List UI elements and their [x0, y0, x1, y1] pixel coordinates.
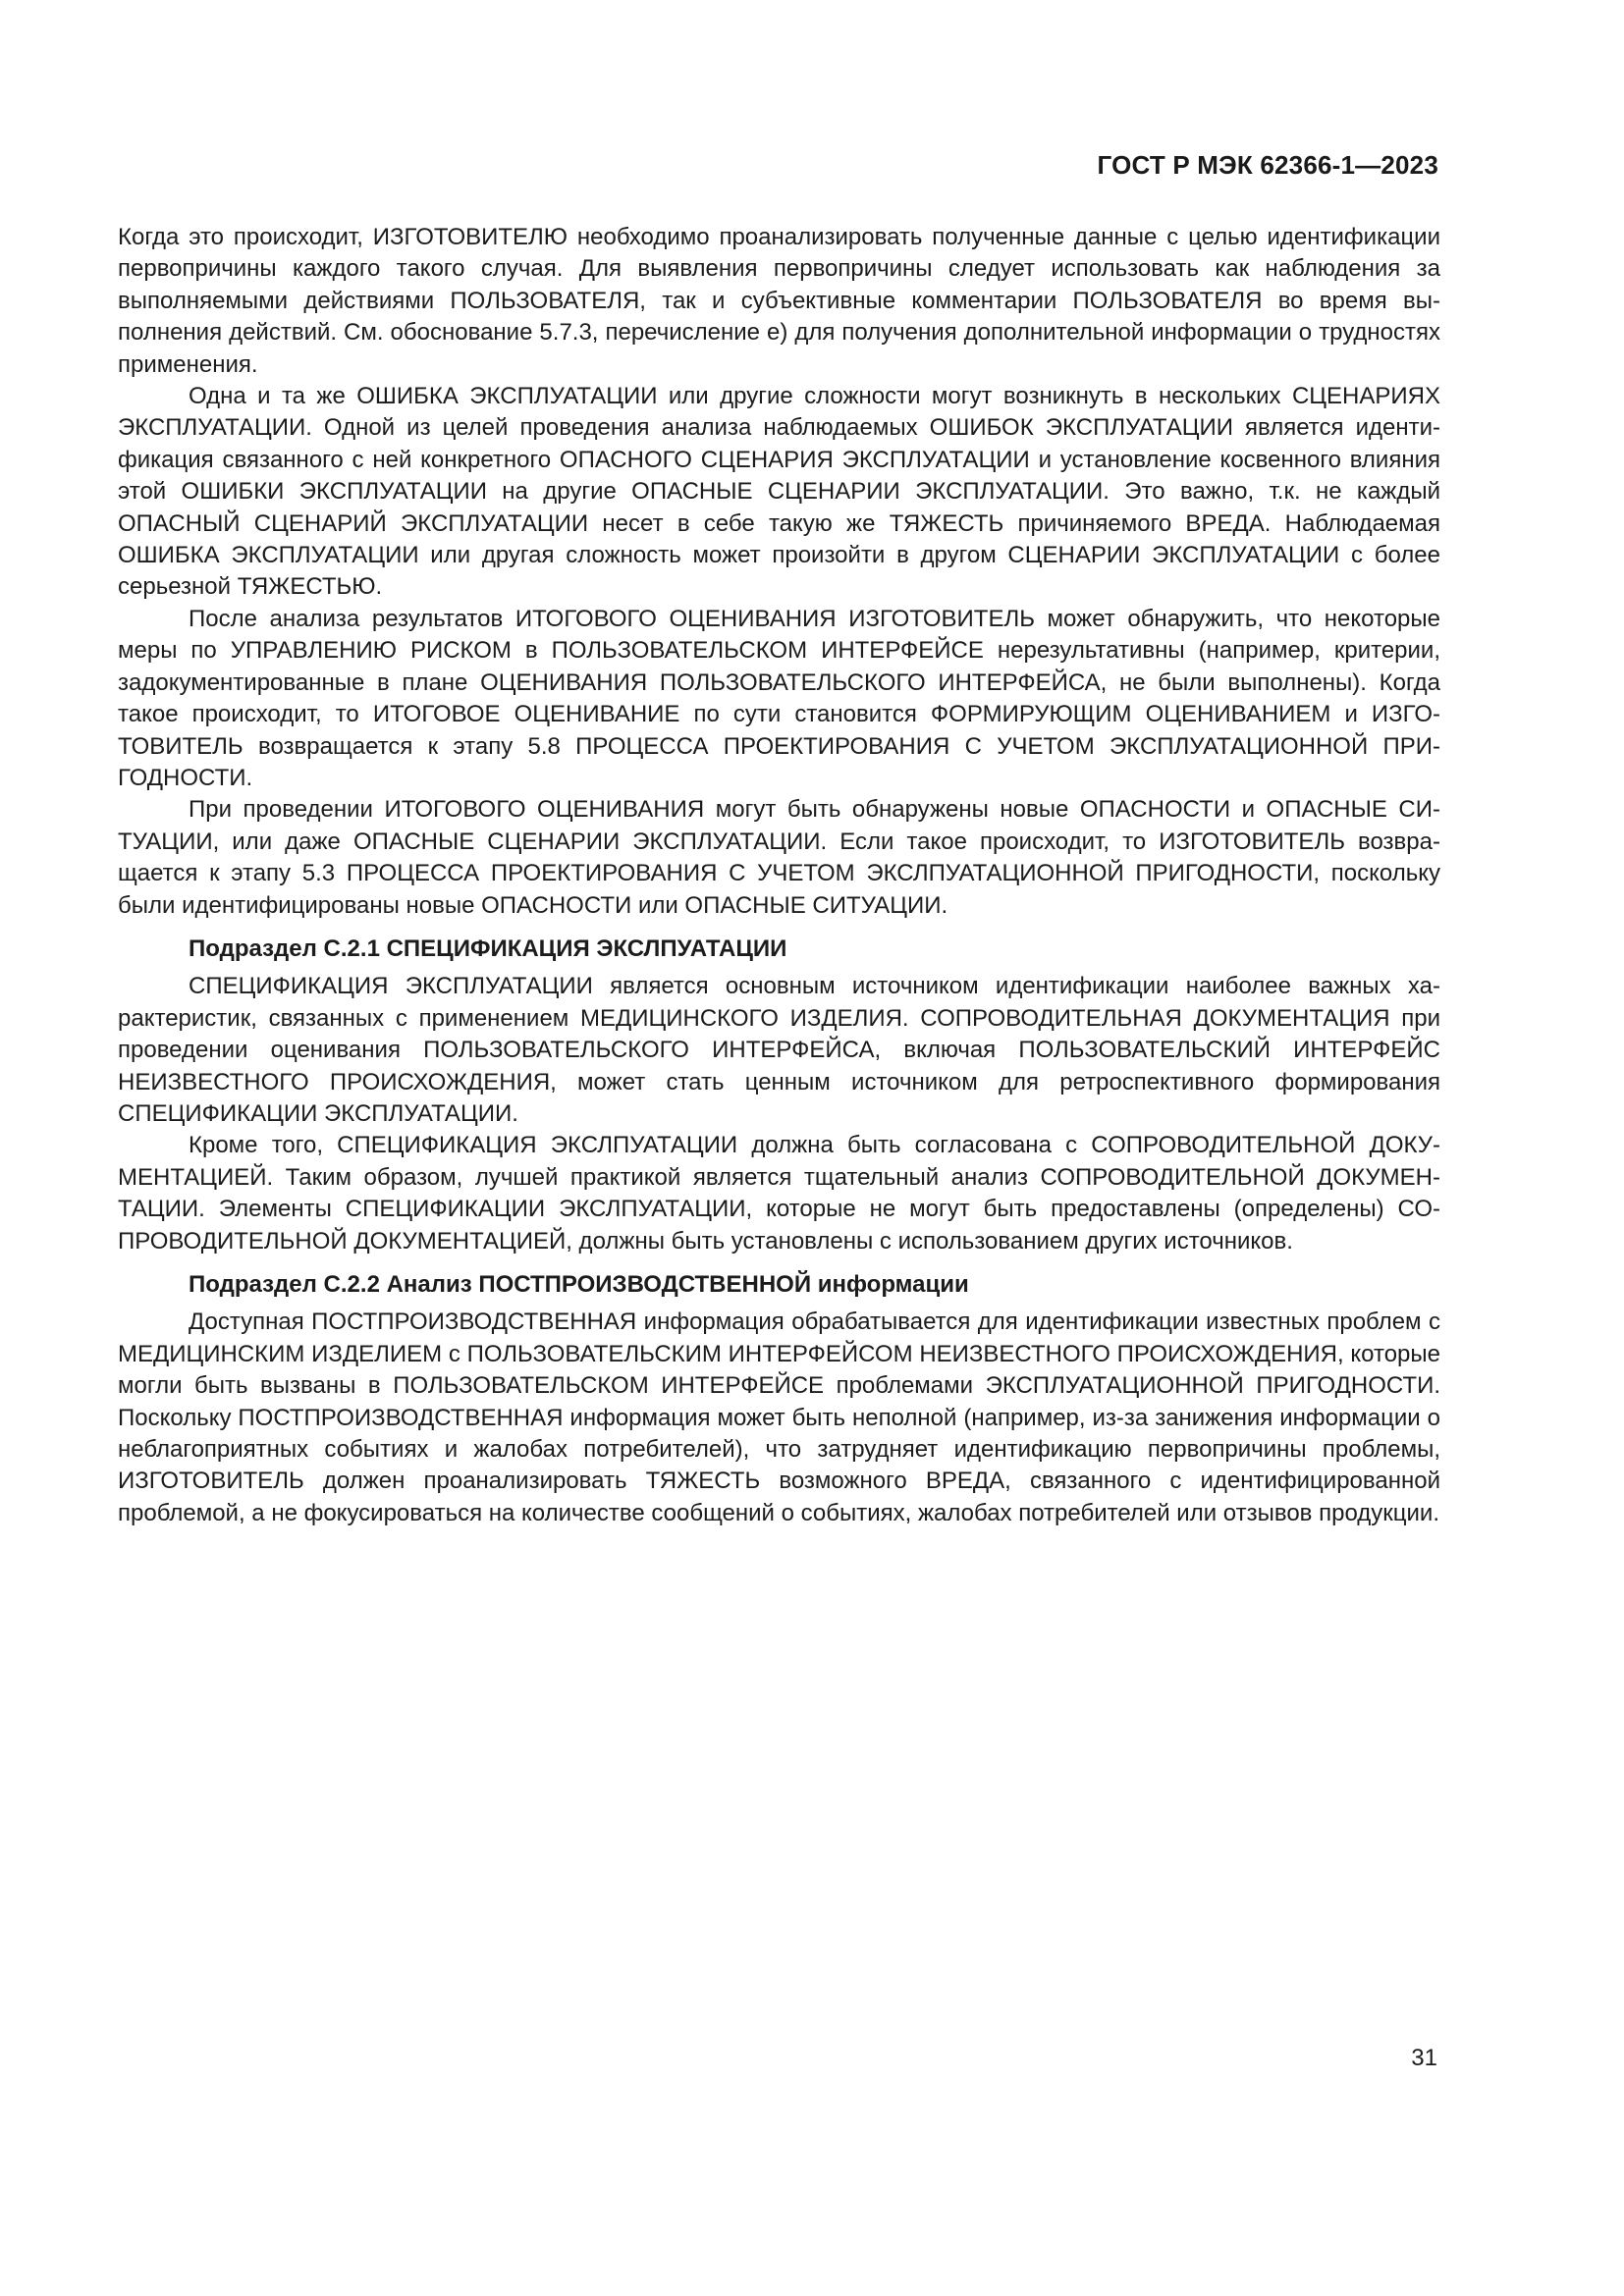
section-heading-c21: Подраздел С.2.1 СПЕЦИФИКАЦИЯ ЭКСЛПУАТАЦИИ [189, 934, 787, 962]
paragraph-4: При проведении ИТОГОВОГО ОЦЕНИВАНИЯ могут быть обнаружены новые ОПАСНОСТИ и ОПАСНЫЕ СИТУАЦИИ, или даже ОПАСНЫЕ СЦЕНАРИИ ЭКСПЛУАТАЦИИ. Если такое происходит, то ИЗГОТОВИТЕЛЬ возвращается к этапу 5.3 ПРОЦЕССА ПРОЕКТИРОВАНИЯ С УЧЕТОМ ЭКСЛПУАТАЦИОННОЙ ПРИГОДНОСТИ, поскольку были идентифицированы новые ОПАСНОСТИ или ОПАСНЫЕ СИТУАЦИИ. [118, 796, 1440, 919]
paragraph-3: После анализа результатов ИТОГОВОГО ОЦЕНИВАНИЯ ИЗГОТОВИТЕЛЬ может обнаружить, что некоторые меры по УПРАВЛЕНИЮ РИСКОМ в ПОЛЬЗОВАТЕЛЬСКОМ ИНТЕРФЕЙСЕ нерезультативны (например, критерии, задокументированные в плане ОЦЕНИВАНИЯ ПОЛЬЗОВАТЕЛЬСКОГО ИНТЕРФЕЙСА, не были выполнены). Когда такое происходит, то ИТОГОВОЕ ОЦЕНИВАНИЕ по сути становится ФОРМИРУЮЩИМ ОЦЕНИВАНИЕМ и ИЗГОТОВИТЕЛЬ возвращается к этапу 5.8 ПРОЦЕССА ПРОЕКТИРОВАНИЯ С УЧЕТОМ ЭКСПЛУАТАЦИОННОЙ ПРИГОДНОСТИ. [118, 605, 1440, 791]
paragraph-6: Кроме того, СПЕЦИФИКАЦИЯ ЭКСЛПУАТАЦИИ должна быть согласована с СОПРОВОДИТЕЛЬНОЙ ДОКУМЕНТАЦИЕЙ. Таким образом, лучшей практикой является тщательный анализ СОПРОВОДИТЕЛЬНОЙ ДОКУМЕНТАЦИИ. Элементы СПЕЦИФИКАЦИИ ЭКСЛПУАТАЦИИ, которые не могут быть предоставлены (определены) СОПРОВОДИТЕЛЬНОЙ ДОКУМЕНТАЦИЕЙ, должны быть установлены с использованием других источников. [118, 1132, 1440, 1255]
paragraph-1: Когда это происходит, ИЗГОТОВИТЕЛЮ необходимо проанализировать полученные данные с целью идентификации первопричины каждого такого случая. Для выявления первопричины следует использовать как наблюдения за выполняемыми действиями ПОЛЬЗОВАТЕЛЯ, так и субъективные комментарии ПОЛЬЗОВАТЕЛЯ во время выполнения действий. См. обоснование 5.7.3, перечисление е) для получения дополнительной информации о трудностях применения. [118, 224, 1440, 378]
paragraph-2: Одна и та же ОШИБКА ЭКСПЛУАТАЦИИ или другие сложности могут возникнуть в нескольких СЦЕНАРИЯХ ЭКСПЛУАТАЦИИ. Одной из целей проведения анализа наблюдаемых ОШИБОК ЭКСПЛУАТАЦИИ является идентификация связанного с ней конкретного ОПАСНОГО СЦЕНАРИЯ ЭКСПЛУАТАЦИИ и установление косвенного влияния этой ОШИБКИ ЭКСПЛУАТАЦИИ на другие ОПАСНЫЕ СЦЕНАРИИ ЭКСПЛУАТАЦИИ. Это важно, т.к. не каждый ОПАСНЫЙ СЦЕНАРИЙ ЭКСПЛУАТАЦИИ несет в себе такую же ТЯЖЕСТЬ причиняемого ВРЕДА. Наблюдаемая ОШИБКА ЭКСПЛУАТАЦИИ или другая сложность может произойти в другом СЦЕНАРИИ ЭКСПЛУАТАЦИИ с более серьезной ТЯЖЕСТЬЮ. [118, 383, 1440, 601]
section-heading-c22: Подраздел С.2.2 Анализ ПОСТПРОИЗВОДСТВЕННОЙ информации [189, 1271, 969, 1298]
paragraph-5: СПЕЦИФИКАЦИЯ ЭКСПЛУАТАЦИИ является основным источником идентификации наиболее важных характеристик, связанных с применением МЕДИЦИНСКОГО ИЗДЕЛИЯ. СОПРОВОДИТЕЛЬНАЯ ДОКУМЕНТАЦИЯ при проведении оценивания ПОЛЬЗОВАТЕЛЬСКОГО ИНТЕРФЕЙСА, включая ПОЛЬЗОВАТЕЛЬСКИЙ ИНТЕРФЕЙС НЕИЗВЕСТНОГО ПРОИСХОЖДЕНИЯ, может стать ценным источником для ретроспективного формирования СПЕЦИФИКАЦИИ ЭКСПЛУАТАЦИИ. [118, 973, 1440, 1127]
standard-header: ГОСТ Р МЭК 62366-1—2023 [1097, 150, 1438, 180]
paragraph-7: Доступная ПОСТПРОИЗВОДСТВЕННАЯ информация обрабатывается для идентификации известных проблем с МЕДИЦИНСКИМ ИЗДЕЛИЕМ с ПОЛЬЗОВАТЕЛЬСКИМ ИНТЕРФЕЙСОМ НЕИЗВЕСТНОГО ПРОИСХОЖДЕНИЯ, которые могли быть вызваны в ПОЛЬЗОВАТЕЛЬСКОМ ИНТЕРФЕЙСЕ проблемами ЭКСПЛУАТАЦИОННОЙ ПРИГОДНОСТИ. Поскольку ПОСТПРОИЗВОДСТВЕННАЯ информация может быть неполной (например, из-за занижения информации о неблагоприятных событиях и жалобах потребителей), что затрудняет идентификацию первопричины проблемы, ИЗГОТОВИТЕЛЬ должен проанализировать ТЯЖЕСТЬ возможного ВРЕДА, связанного с идентифицированной проблемой, а не фокусироваться на количестве сообщений о событиях, жалобах потребителей или отзывов продукции. [118, 1308, 1440, 1526]
document-body [118, 222, 1440, 1529]
page-number: 31 [1411, 2045, 1437, 2071]
